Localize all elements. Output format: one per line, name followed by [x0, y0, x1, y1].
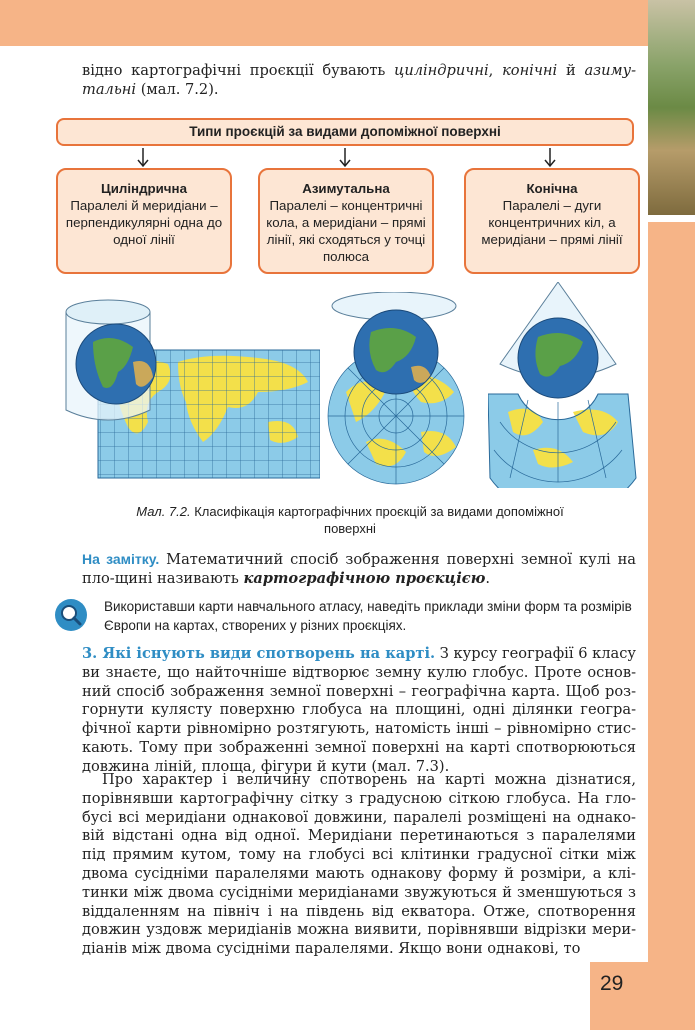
paragraph-2: Про характер і величину спотворень на карті можна дізнатися, порівнявши картографічну сітку з градусною сіткою глобуса. На гло-бусі всі меридіани однакової довжини, паралелі розміщені на однако-вій відстані одна від одної. Меридіани перетинаються з паралелями під прямим кутом, тому на глобусі всі клітинки градусної сітки між двома сусідніми паралелями мають однакову форму й розміри, а клі-тинки між двома сусідніми меридіанами звужуються й зменшуються з віддаленням на північ і на південь від екватора. Отже, спотворення довжин уздовж меридіанів можна виявити, порівнявши відрізки мери-діанів між двома сусідніми паралелями. Якщо вони однакові, то: [82, 771, 636, 958]
conic-projection-illustration: [488, 282, 638, 488]
section-3: 3. Які існують види спотворень на карті. З курсу географії 6 класу ви знаєте, що найточніше відтворює земну кулю глобус. Проте основ-ний спосіб зображення земної поверхні – географічна карта. Щоб роз-горнути кулясту поверхню глобуса на площині, одні ділянки геогра-фічної карти рівномірно розтягують, натомість інші – рівномірно стис-кають. Тому при зображенні земної поверхні на карті спотворюються довжина ліній, площа, фігури й кути (мал. 7.3).: [82, 645, 637, 775]
arrow-down-icon: [339, 148, 351, 168]
section-title: 3. Які існують види спотворень на карті.: [82, 645, 436, 662]
side-photo: [648, 0, 695, 215]
cylindrical-projection-illustration: [58, 292, 320, 488]
note-label: На замітку.: [82, 551, 160, 567]
top-band: [0, 0, 648, 46]
diagram-header: Типи проєкцій за видами допоміжної поверхні: [56, 118, 634, 146]
intro-text: відно картографічні проєкції бувають циліндричні, конічні й азиму-тальні (мал. 7.2).: [82, 62, 637, 98]
question-text: Використавши карти навчального атласу, наведіть приклади зміни форм та розмірів Європи на картах, створених у різних проєкціях.: [104, 599, 632, 633]
box-conic: Конічна Паралелі – дуги концентричних кіл, а меридіани – прямі лінії: [464, 168, 640, 274]
note-paragraph: На замітку. Математичний спосіб зображення поверхні земної кулі на пло-щині називають картографічною проєкцією.: [82, 551, 637, 587]
side-tab: [648, 222, 695, 1030]
magnifier-icon: [54, 598, 88, 632]
arrow-down-icon: [137, 148, 149, 168]
box-cylindrical: Циліндрична Паралелі й меридіани – перпендикулярні одна до одної лінії: [56, 168, 232, 274]
page-number: 29: [600, 972, 624, 995]
azimuthal-projection-illustration: [326, 292, 476, 488]
arrow-down-icon: [544, 148, 556, 168]
figure-caption: Мал. 7.2. Класифікація картографічних проєкцій за видами допоміжної поверхні: [136, 504, 564, 536]
box-azimuthal: Азимутальна Паралелі – концентричні кола, а меридіани – прямі лінії, які сходяться у точці полюса: [258, 168, 434, 274]
